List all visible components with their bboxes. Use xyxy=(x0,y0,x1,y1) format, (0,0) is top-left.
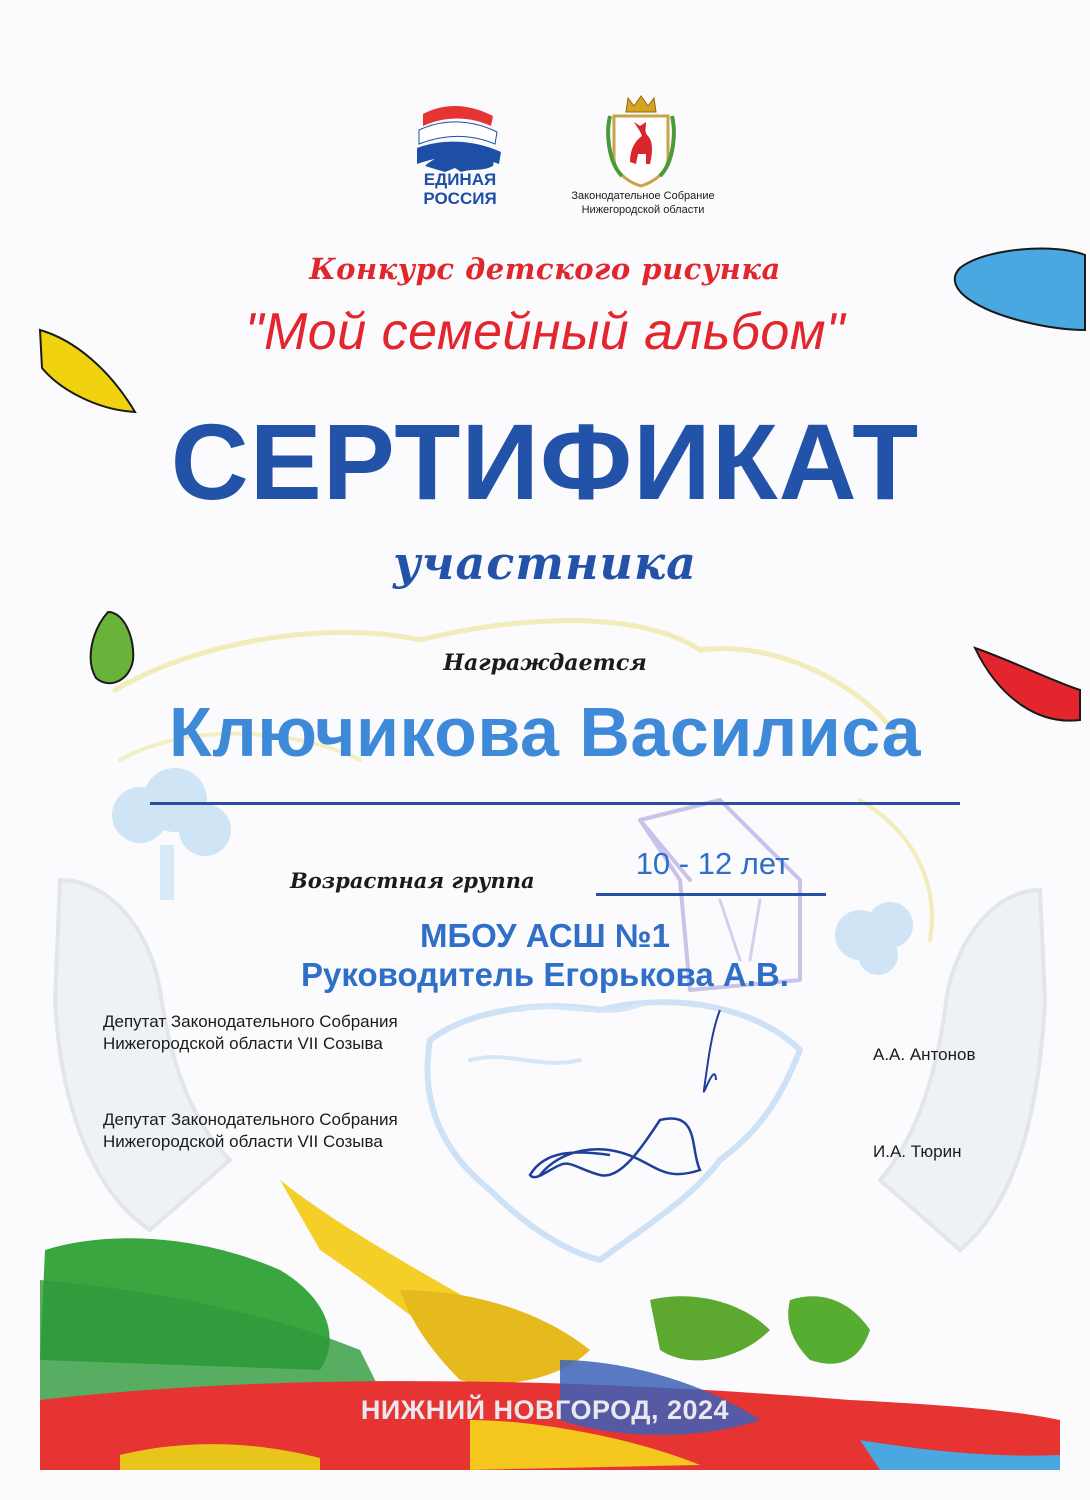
signatory-1-position xyxy=(103,1011,398,1055)
album-title: "Мой семейный альбом" xyxy=(245,303,845,361)
supervisor-name: Руководитель Егорькова А.В. xyxy=(301,956,789,993)
signatory-2-name: И.А. Тюрин xyxy=(873,1142,962,1161)
awarded-label: Награждается xyxy=(443,650,647,676)
school-name: МБОУ АСШ №1 xyxy=(419,917,671,954)
name-underline xyxy=(150,802,960,805)
contest-title: Конкурс детского рисунка xyxy=(309,252,781,286)
recipient-name: Ключикова Василиса xyxy=(169,693,921,771)
party-name-line1: ЕДИНАЯ xyxy=(423,170,497,189)
coat-of-arms-emblem xyxy=(606,92,676,188)
signatory-2-position-line2: Нижегородской области VII Созыва xyxy=(103,1132,383,1151)
footer-city-year: НИЖНИЙ НОВГОРОД, 2024 xyxy=(360,1395,730,1425)
signatory-2-position-line1: Депутат Законодательного Собрания xyxy=(103,1110,398,1129)
signatory-1-position-line2: Нижегородской области VII Созыва xyxy=(103,1034,383,1053)
age-group-underline xyxy=(596,893,826,896)
certificate-title: СЕРТИФИКАТ xyxy=(170,401,920,522)
paint-strokes-bottom xyxy=(40,1180,1060,1470)
age-group-value: 10 - 12 лет xyxy=(635,846,790,881)
signatory-2-position xyxy=(103,1109,398,1153)
assembly-line1: Законодательное Собрание xyxy=(571,190,715,202)
united-russia-wordmark xyxy=(405,170,515,208)
assembly-caption xyxy=(548,189,738,217)
age-group-label: Возрастная группа xyxy=(290,868,535,893)
signatory-1-position-line1: Депутат Законодательного Собрания xyxy=(103,1012,398,1031)
party-name-line2: РОССИЯ xyxy=(423,189,497,208)
signature-2 xyxy=(530,1118,700,1177)
assembly-line2: Нижегородской области xyxy=(581,204,705,216)
signature-1 xyxy=(704,1010,720,1092)
certificate-subtitle: участника xyxy=(393,536,697,590)
signatory-1-name: А.А. Антонов xyxy=(873,1045,976,1064)
